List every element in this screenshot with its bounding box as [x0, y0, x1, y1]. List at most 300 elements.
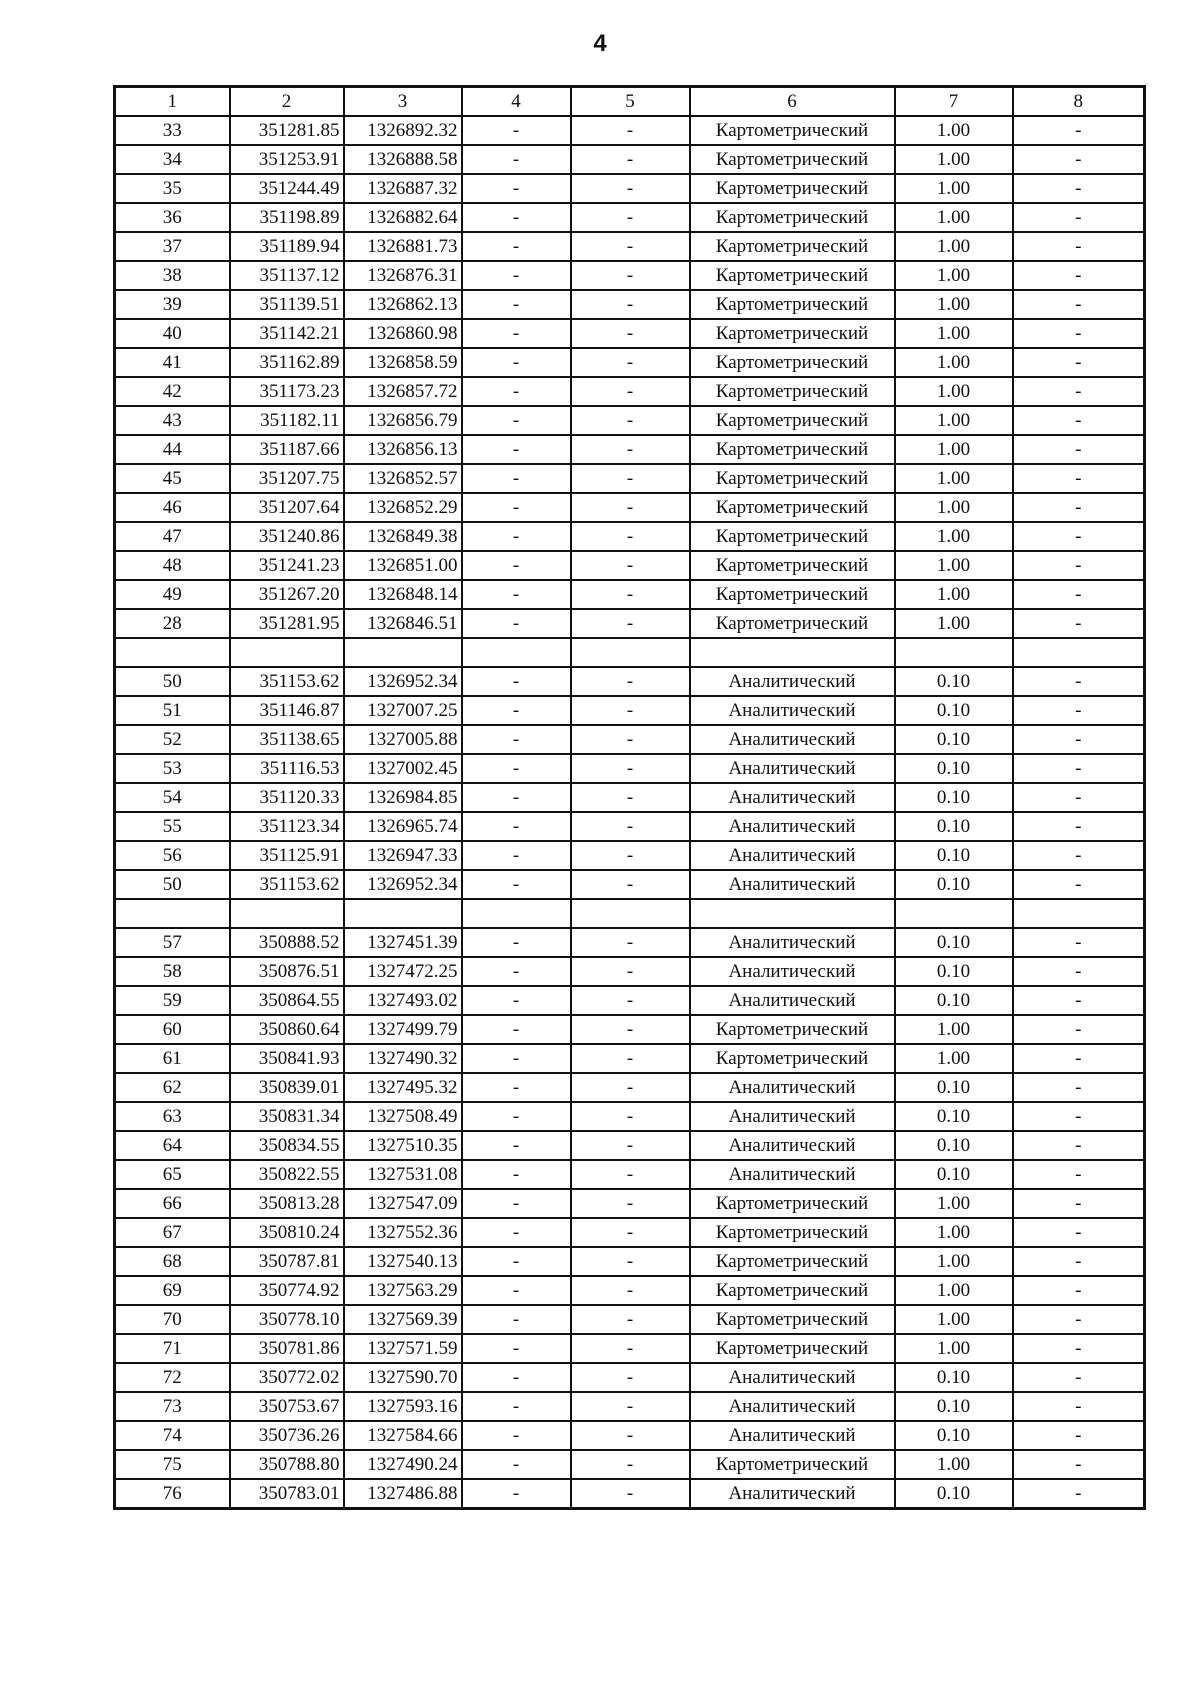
column-4-cell: -: [462, 1392, 571, 1421]
header-row: [115, 87, 1145, 117]
table-row: [115, 1073, 1145, 1102]
y-coordinate-cell: 1326851.00: [344, 551, 462, 580]
point-number-cell: 76: [115, 1479, 230, 1509]
method-cell: Аналитический: [690, 754, 895, 783]
table-row: [115, 1421, 1145, 1450]
table-row: [115, 638, 1145, 667]
y-coordinate-cell: 1326947.33: [344, 841, 462, 870]
column-5-cell: -: [571, 464, 690, 493]
y-coordinate-cell: 1327531.08: [344, 1160, 462, 1189]
column-5-cell: -: [571, 1392, 690, 1421]
accuracy-cell: 1.00: [895, 551, 1013, 580]
accuracy-cell: 1.00: [895, 609, 1013, 638]
method-cell: Картометрический: [690, 174, 895, 203]
table-row: [115, 116, 1145, 145]
method-cell: Картометрический: [690, 493, 895, 522]
method-cell: Аналитический: [690, 1073, 895, 1102]
column-5-cell: -: [571, 1189, 690, 1218]
method-cell: Аналитический: [690, 1392, 895, 1421]
column-8-cell: -: [1013, 1479, 1145, 1509]
method-cell: Картометрический: [690, 435, 895, 464]
column-8-cell: -: [1013, 1189, 1145, 1218]
accuracy-cell: 0.10: [895, 783, 1013, 812]
column-4-cell: -: [462, 725, 571, 754]
column-4-cell: -: [462, 1073, 571, 1102]
column-8-cell: -: [1013, 1247, 1145, 1276]
table-row: [115, 1131, 1145, 1160]
accuracy-cell: 1.00: [895, 406, 1013, 435]
point-number-cell: 45: [115, 464, 230, 493]
page-number: 4: [593, 30, 607, 57]
accuracy-cell: 1.00: [895, 1044, 1013, 1073]
y-coordinate-cell: 1327571.59: [344, 1334, 462, 1363]
method-cell: Аналитический: [690, 1479, 895, 1509]
point-number-cell: 39: [115, 290, 230, 319]
column-8-cell: -: [1013, 841, 1145, 870]
y-coordinate-cell: 1327593.16: [344, 1392, 462, 1421]
column-8-cell: -: [1013, 493, 1145, 522]
y-coordinate-cell: 1327002.45: [344, 754, 462, 783]
accuracy-cell: [895, 638, 1013, 667]
method-cell: Аналитический: [690, 1421, 895, 1450]
point-number-cell: 46: [115, 493, 230, 522]
y-coordinate-cell: 1326856.79: [344, 406, 462, 435]
table-row: [115, 1450, 1145, 1479]
x-coordinate-cell: 351139.51: [230, 290, 344, 319]
accuracy-cell: 0.10: [895, 841, 1013, 870]
method-cell: Картометрический: [690, 609, 895, 638]
column-8-cell: -: [1013, 203, 1145, 232]
accuracy-cell: 1.00: [895, 232, 1013, 261]
method-cell: Аналитический: [690, 1160, 895, 1189]
column-4-cell: -: [462, 1421, 571, 1450]
table-row: [115, 1015, 1145, 1044]
column-4-cell: -: [462, 1305, 571, 1334]
column-header: 1: [115, 87, 230, 117]
table-row: [115, 667, 1145, 696]
column-5-cell: -: [571, 319, 690, 348]
accuracy-cell: 0.10: [895, 725, 1013, 754]
method-cell: Картометрический: [690, 522, 895, 551]
accuracy-cell: 1.00: [895, 377, 1013, 406]
x-coordinate-cell: 350787.81: [230, 1247, 344, 1276]
x-coordinate-cell: 351162.89: [230, 348, 344, 377]
column-8-cell: -: [1013, 348, 1145, 377]
point-number-cell: 50: [115, 667, 230, 696]
method-cell: Картометрический: [690, 1247, 895, 1276]
y-coordinate-cell: 1327540.13: [344, 1247, 462, 1276]
x-coordinate-cell: 350888.52: [230, 928, 344, 957]
method-cell: Картометрический: [690, 348, 895, 377]
accuracy-cell: 1.00: [895, 290, 1013, 319]
method-cell: Картометрический: [690, 145, 895, 174]
table-row: [115, 1102, 1145, 1131]
point-number-cell: 54: [115, 783, 230, 812]
table-row: [115, 406, 1145, 435]
column-8-cell: -: [1013, 1305, 1145, 1334]
point-number-cell: 48: [115, 551, 230, 580]
accuracy-cell: 1.00: [895, 203, 1013, 232]
method-cell: Картометрический: [690, 1334, 895, 1363]
table-body: [115, 116, 1145, 1509]
x-coordinate-cell: 351125.91: [230, 841, 344, 870]
table-row: [115, 551, 1145, 580]
column-8-cell: -: [1013, 957, 1145, 986]
accuracy-cell: 0.10: [895, 1421, 1013, 1450]
method-cell: Картометрический: [690, 232, 895, 261]
column-4-cell: -: [462, 667, 571, 696]
column-4-cell: -: [462, 116, 571, 145]
column-5-cell: -: [571, 203, 690, 232]
column-header: 2: [230, 87, 344, 117]
accuracy-cell: 1.00: [895, 435, 1013, 464]
table-row: [115, 290, 1145, 319]
method-cell: Аналитический: [690, 928, 895, 957]
table-row: [115, 232, 1145, 261]
column-4-cell: -: [462, 1131, 571, 1160]
table-row: [115, 435, 1145, 464]
point-number-cell: 55: [115, 812, 230, 841]
column-8-cell: -: [1013, 145, 1145, 174]
accuracy-cell: 0.10: [895, 1479, 1013, 1509]
x-coordinate-cell: 351187.66: [230, 435, 344, 464]
method-cell: Картометрический: [690, 406, 895, 435]
column-4-cell: -: [462, 261, 571, 290]
method-cell: Аналитический: [690, 725, 895, 754]
y-coordinate-cell: 1327490.32: [344, 1044, 462, 1073]
column-5-cell: [571, 899, 690, 928]
accuracy-cell: 1.00: [895, 1334, 1013, 1363]
x-coordinate-cell: 351241.23: [230, 551, 344, 580]
y-coordinate-cell: 1327472.25: [344, 957, 462, 986]
accuracy-cell: 1.00: [895, 116, 1013, 145]
y-coordinate-cell: 1327569.39: [344, 1305, 462, 1334]
point-number-cell: 63: [115, 1102, 230, 1131]
point-number-cell: [115, 638, 230, 667]
table-row: [115, 783, 1145, 812]
column-5-cell: -: [571, 145, 690, 174]
x-coordinate-cell: 350813.28: [230, 1189, 344, 1218]
column-5-cell: -: [571, 1131, 690, 1160]
point-number-cell: 40: [115, 319, 230, 348]
x-coordinate-cell: 350781.86: [230, 1334, 344, 1363]
column-8-cell: -: [1013, 696, 1145, 725]
table-row: [115, 348, 1145, 377]
method-cell: Картометрический: [690, 1015, 895, 1044]
point-number-cell: 69: [115, 1276, 230, 1305]
column-5-cell: -: [571, 1305, 690, 1334]
x-coordinate-cell: 351244.49: [230, 174, 344, 203]
method-cell: Аналитический: [690, 986, 895, 1015]
accuracy-cell: 1.00: [895, 1189, 1013, 1218]
table-row: [115, 522, 1145, 551]
x-coordinate-cell: 350753.67: [230, 1392, 344, 1421]
table-row: [115, 725, 1145, 754]
x-coordinate-cell: 351137.12: [230, 261, 344, 290]
x-coordinate-cell: 351153.62: [230, 870, 344, 899]
x-coordinate-cell: 350831.34: [230, 1102, 344, 1131]
table-row: [115, 1276, 1145, 1305]
point-number-cell: 64: [115, 1131, 230, 1160]
column-8-cell: -: [1013, 116, 1145, 145]
column-8-cell: -: [1013, 1218, 1145, 1247]
column-4-cell: -: [462, 406, 571, 435]
column-4-cell: -: [462, 580, 571, 609]
accuracy-cell: 1.00: [895, 319, 1013, 348]
accuracy-cell: 0.10: [895, 957, 1013, 986]
column-8-cell: -: [1013, 986, 1145, 1015]
column-header: 6: [690, 87, 895, 117]
column-5-cell: -: [571, 377, 690, 406]
column-header: 4: [462, 87, 571, 117]
y-coordinate-cell: 1327007.25: [344, 696, 462, 725]
y-coordinate-cell: 1326888.58: [344, 145, 462, 174]
method-cell: Аналитический: [690, 1131, 895, 1160]
x-coordinate-cell: 351253.91: [230, 145, 344, 174]
point-number-cell: 66: [115, 1189, 230, 1218]
x-coordinate-cell: 351240.86: [230, 522, 344, 551]
point-number-cell: 37: [115, 232, 230, 261]
table-row: [115, 1044, 1145, 1073]
column-5-cell: -: [571, 1102, 690, 1131]
point-number-cell: 52: [115, 725, 230, 754]
method-cell: Картометрический: [690, 203, 895, 232]
accuracy-cell: 1.00: [895, 1218, 1013, 1247]
column-8-cell: -: [1013, 1392, 1145, 1421]
y-coordinate-cell: 1327590.70: [344, 1363, 462, 1392]
accuracy-cell: 1.00: [895, 145, 1013, 174]
column-4-cell: -: [462, 754, 571, 783]
x-coordinate-cell: 351207.75: [230, 464, 344, 493]
column-8-cell: -: [1013, 1450, 1145, 1479]
column-5-cell: -: [571, 1160, 690, 1189]
table-row: [115, 580, 1145, 609]
y-coordinate-cell: 1326848.14: [344, 580, 462, 609]
accuracy-cell: 0.10: [895, 1131, 1013, 1160]
accuracy-cell: 0.10: [895, 1363, 1013, 1392]
x-coordinate-cell: 350839.01: [230, 1073, 344, 1102]
method-cell: Аналитический: [690, 696, 895, 725]
column-8-cell: -: [1013, 1102, 1145, 1131]
method-cell: Картометрический: [690, 1305, 895, 1334]
column-header: 8: [1013, 87, 1145, 117]
accuracy-cell: 1.00: [895, 261, 1013, 290]
column-5-cell: -: [571, 986, 690, 1015]
x-coordinate-cell: 351116.53: [230, 754, 344, 783]
column-header: 3: [344, 87, 462, 117]
method-cell: Аналитический: [690, 957, 895, 986]
column-8-cell: -: [1013, 812, 1145, 841]
method-cell: Картометрический: [690, 261, 895, 290]
column-4-cell: -: [462, 1479, 571, 1509]
accuracy-cell: [895, 899, 1013, 928]
column-8-cell: -: [1013, 1073, 1145, 1102]
accuracy-cell: 1.00: [895, 348, 1013, 377]
point-number-cell: 36: [115, 203, 230, 232]
column-5-cell: -: [571, 1479, 690, 1509]
method-cell: Картометрический: [690, 464, 895, 493]
column-4-cell: -: [462, 435, 571, 464]
x-coordinate-cell: 351120.33: [230, 783, 344, 812]
column-4-cell: -: [462, 1450, 571, 1479]
point-number-cell: 70: [115, 1305, 230, 1334]
x-coordinate-cell: 350841.93: [230, 1044, 344, 1073]
column-8-cell: -: [1013, 1363, 1145, 1392]
table-row: [115, 899, 1145, 928]
table-row: [115, 1218, 1145, 1247]
point-number-cell: 33: [115, 116, 230, 145]
column-4-cell: -: [462, 1102, 571, 1131]
point-number-cell: 59: [115, 986, 230, 1015]
y-coordinate-cell: 1327584.66: [344, 1421, 462, 1450]
column-5-cell: -: [571, 754, 690, 783]
accuracy-cell: 1.00: [895, 1305, 1013, 1334]
table-row: [115, 957, 1145, 986]
table-row: [115, 493, 1145, 522]
column-8-cell: -: [1013, 290, 1145, 319]
accuracy-cell: 1.00: [895, 1276, 1013, 1305]
column-5-cell: -: [571, 1276, 690, 1305]
y-coordinate-cell: 1327552.36: [344, 1218, 462, 1247]
column-5-cell: -: [571, 1015, 690, 1044]
column-5-cell: -: [571, 609, 690, 638]
accuracy-cell: 1.00: [895, 174, 1013, 203]
column-8-cell: -: [1013, 232, 1145, 261]
column-8-cell: -: [1013, 377, 1145, 406]
column-4-cell: -: [462, 493, 571, 522]
column-4-cell: -: [462, 696, 571, 725]
column-4-cell: -: [462, 377, 571, 406]
method-cell: [690, 638, 895, 667]
table-row: [115, 986, 1145, 1015]
x-coordinate-cell: 351123.34: [230, 812, 344, 841]
y-coordinate-cell: 1326984.85: [344, 783, 462, 812]
column-4-cell: -: [462, 928, 571, 957]
accuracy-cell: 0.10: [895, 1160, 1013, 1189]
x-coordinate-cell: 351281.85: [230, 116, 344, 145]
column-5-cell: -: [571, 1073, 690, 1102]
column-5-cell: -: [571, 348, 690, 377]
column-8-cell: [1013, 899, 1145, 928]
y-coordinate-cell: 1327490.24: [344, 1450, 462, 1479]
y-coordinate-cell: 1326852.57: [344, 464, 462, 493]
column-5-cell: -: [571, 116, 690, 145]
y-coordinate-cell: 1327499.79: [344, 1015, 462, 1044]
point-number-cell: 57: [115, 928, 230, 957]
x-coordinate-cell: 351146.87: [230, 696, 344, 725]
column-8-cell: -: [1013, 406, 1145, 435]
point-number-cell: 41: [115, 348, 230, 377]
method-cell: Аналитический: [690, 1363, 895, 1392]
column-8-cell: -: [1013, 1334, 1145, 1363]
point-number-cell: 71: [115, 1334, 230, 1363]
column-8-cell: -: [1013, 754, 1145, 783]
column-4-cell: -: [462, 986, 571, 1015]
x-coordinate-cell: 350810.24: [230, 1218, 344, 1247]
y-coordinate-cell: 1327547.09: [344, 1189, 462, 1218]
point-number-cell: 47: [115, 522, 230, 551]
column-header: 5: [571, 87, 690, 117]
accuracy-cell: 0.10: [895, 928, 1013, 957]
column-5-cell: -: [571, 1247, 690, 1276]
table-row: [115, 812, 1145, 841]
column-4-cell: -: [462, 1160, 571, 1189]
column-4-cell: -: [462, 203, 571, 232]
method-cell: Аналитический: [690, 783, 895, 812]
accuracy-cell: 0.10: [895, 812, 1013, 841]
point-number-cell: 61: [115, 1044, 230, 1073]
method-cell: Аналитический: [690, 812, 895, 841]
accuracy-cell: 0.10: [895, 1102, 1013, 1131]
y-coordinate-cell: [344, 638, 462, 667]
y-coordinate-cell: 1326852.29: [344, 493, 462, 522]
y-coordinate-cell: 1326860.98: [344, 319, 462, 348]
column-4-cell: [462, 899, 571, 928]
column-8-cell: -: [1013, 783, 1145, 812]
table-row: [115, 928, 1145, 957]
x-coordinate-cell: 351207.64: [230, 493, 344, 522]
column-5-cell: -: [571, 783, 690, 812]
method-cell: Картометрический: [690, 1189, 895, 1218]
point-number-cell: 65: [115, 1160, 230, 1189]
point-number-cell: 38: [115, 261, 230, 290]
table-row: [115, 1334, 1145, 1363]
method-cell: Аналитический: [690, 841, 895, 870]
x-coordinate-cell: 351198.89: [230, 203, 344, 232]
coordinates-table: [113, 85, 1146, 1510]
column-5-cell: -: [571, 667, 690, 696]
column-5-cell: -: [571, 1363, 690, 1392]
column-4-cell: -: [462, 1276, 571, 1305]
point-number-cell: 35: [115, 174, 230, 203]
y-coordinate-cell: 1326857.72: [344, 377, 462, 406]
y-coordinate-cell: 1326952.34: [344, 667, 462, 696]
y-coordinate-cell: 1326858.59: [344, 348, 462, 377]
point-number-cell: 74: [115, 1421, 230, 1450]
column-8-cell: -: [1013, 435, 1145, 464]
column-5-cell: -: [571, 725, 690, 754]
table-row: [115, 1363, 1145, 1392]
table-row: [115, 203, 1145, 232]
column-8-cell: -: [1013, 667, 1145, 696]
x-coordinate-cell: 350822.55: [230, 1160, 344, 1189]
y-coordinate-cell: 1327495.32: [344, 1073, 462, 1102]
column-5-cell: -: [571, 232, 690, 261]
method-cell: Картометрический: [690, 116, 895, 145]
column-8-cell: -: [1013, 928, 1145, 957]
column-4-cell: -: [462, 174, 571, 203]
x-coordinate-cell: 350860.64: [230, 1015, 344, 1044]
point-number-cell: 72: [115, 1363, 230, 1392]
accuracy-cell: 0.10: [895, 696, 1013, 725]
x-coordinate-cell: 350834.55: [230, 1131, 344, 1160]
point-number-cell: 53: [115, 754, 230, 783]
table-row: [115, 1479, 1145, 1509]
x-coordinate-cell: 350788.80: [230, 1450, 344, 1479]
column-4-cell: [462, 638, 571, 667]
column-8-cell: -: [1013, 580, 1145, 609]
point-number-cell: 62: [115, 1073, 230, 1102]
column-5-cell: -: [571, 522, 690, 551]
column-8-cell: -: [1013, 1131, 1145, 1160]
column-4-cell: -: [462, 522, 571, 551]
method-cell: Картометрический: [690, 1218, 895, 1247]
column-4-cell: -: [462, 1334, 571, 1363]
y-coordinate-cell: 1326965.74: [344, 812, 462, 841]
x-coordinate-cell: 350736.26: [230, 1421, 344, 1450]
accuracy-cell: 1.00: [895, 464, 1013, 493]
method-cell: [690, 899, 895, 928]
